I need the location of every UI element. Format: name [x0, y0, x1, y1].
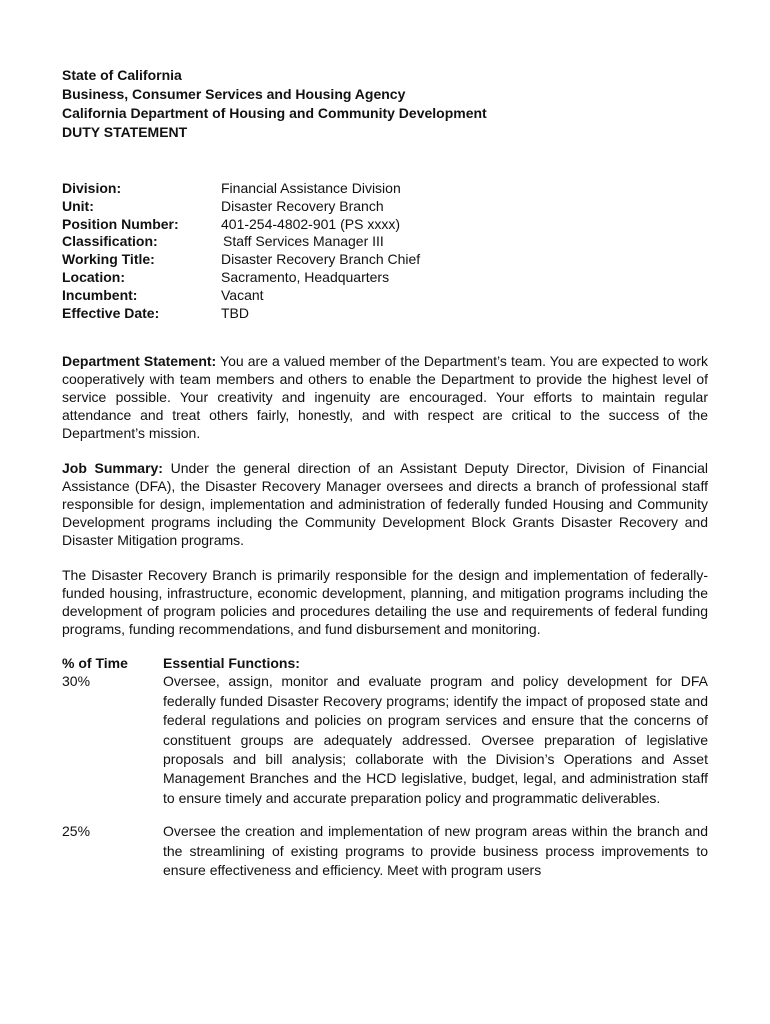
info-label: Effective Date:	[62, 304, 160, 321]
info-label: Unit:	[62, 197, 94, 214]
info-row-location	[62, 269, 708, 287]
info-value: Disaster Recovery Branch	[221, 197, 384, 214]
branch-description: The Disaster Recovery Branch is primarily responsible for the design and implementation of federally-funded housing, infrastructure, economic development, planning, and mitigation programs including the development of program policies and procedures detailing the use and requirements of federal funding programs, funding recommendations, and fund disbursement and monitoring.	[62, 567, 708, 638]
duty-statement-page	[62, 66, 708, 880]
header-doc-type: DUTY STATEMENT	[62, 124, 188, 140]
info-label: Classification:	[62, 233, 158, 250]
department-statement	[62, 352, 708, 442]
info-label: Division:	[62, 180, 122, 196]
info-value: Disaster Recovery Branch Chief	[221, 251, 421, 268]
header-state: State of California	[62, 67, 182, 83]
function-description: Oversee, assign, monitor and evaluate program and policy development for DFA federally funded Disaster Recovery programs; identify the impact of proposed state and federal regulations and policies on program services and ensure that the concerns of constituent groups are adequately addressed. Oversee preparation of legislative proposals and bill analysis; collaborate with the Division’s Operations and Asset Management Branches and the HCD legislative, budget, legal, and administration staff to ensure timely and accurate preparation policy and programmatic deliverables.	[163, 673, 708, 806]
info-row-incumbent	[62, 287, 708, 305]
info-row-unit	[62, 198, 708, 216]
info-row-working-title	[62, 251, 708, 269]
function-item	[62, 672, 708, 808]
header-department: California Department of Housing and Community Development	[62, 105, 487, 121]
info-value: TBD	[221, 304, 249, 321]
document-header	[62, 66, 708, 142]
position-info-table	[62, 180, 708, 322]
department-statement-text: You are a valued member of the Department’s team. You are expected to work cooperatively with team members and others to enable the Department to provide the highest level of service possible. Your creativity and ingenuity are encouraged. Your efforts to maintain regular attendance and treat others fairly, honestly, and with respect are critical to the success of the Department’s mission.	[62, 353, 709, 442]
functions-header	[62, 654, 708, 672]
department-statement-label: Department Statement:	[62, 353, 217, 370]
info-value: 401-254-4802-901 (PS xxxx)	[221, 215, 400, 232]
info-row-effective-date	[62, 305, 708, 323]
header-agency: Business, Consumer Services and Housing Agency	[62, 86, 406, 102]
info-label: Position Number:	[62, 215, 179, 232]
job-summary-text: Under the general direction of an Assistant Deputy Director, Division of Financial Assistance (DFA), the Disaster Recovery Manager oversees and directs a branch of professional staff responsible for design, implementation and administration of federally funded Housing and Community Development programs including the Community Development Block Grants Disaster Recovery and Disaster Mitigation programs.	[62, 460, 709, 549]
info-row-position-number	[62, 216, 708, 234]
job-summary	[62, 459, 708, 549]
functions-list	[62, 672, 708, 880]
info-value: Vacant	[221, 286, 264, 303]
functions-column-header: Essential Functions:	[163, 655, 300, 672]
info-value: Sacramento, Headquarters	[221, 268, 390, 285]
time-column-header: % of Time	[62, 655, 128, 672]
function-item	[62, 822, 708, 880]
info-label: Location:	[62, 268, 125, 285]
info-row-classification	[62, 233, 708, 251]
function-description: Oversee the creation and implementation of new program areas within the branch and the streamlining of existing programs to provide business process improvements to ensure effectiveness and efficiency. Meet with program users	[163, 823, 708, 879]
function-percent: 25%	[62, 823, 91, 840]
info-value: Financial Assistance Division	[221, 180, 401, 196]
function-percent: 30%	[62, 673, 91, 690]
info-label: Working Title:	[62, 251, 155, 268]
info-value: Staff Services Manager III	[223, 233, 384, 250]
job-summary-label: Job Summary:	[62, 460, 163, 477]
info-row-division	[62, 180, 708, 198]
info-label: Incumbent:	[62, 286, 138, 303]
